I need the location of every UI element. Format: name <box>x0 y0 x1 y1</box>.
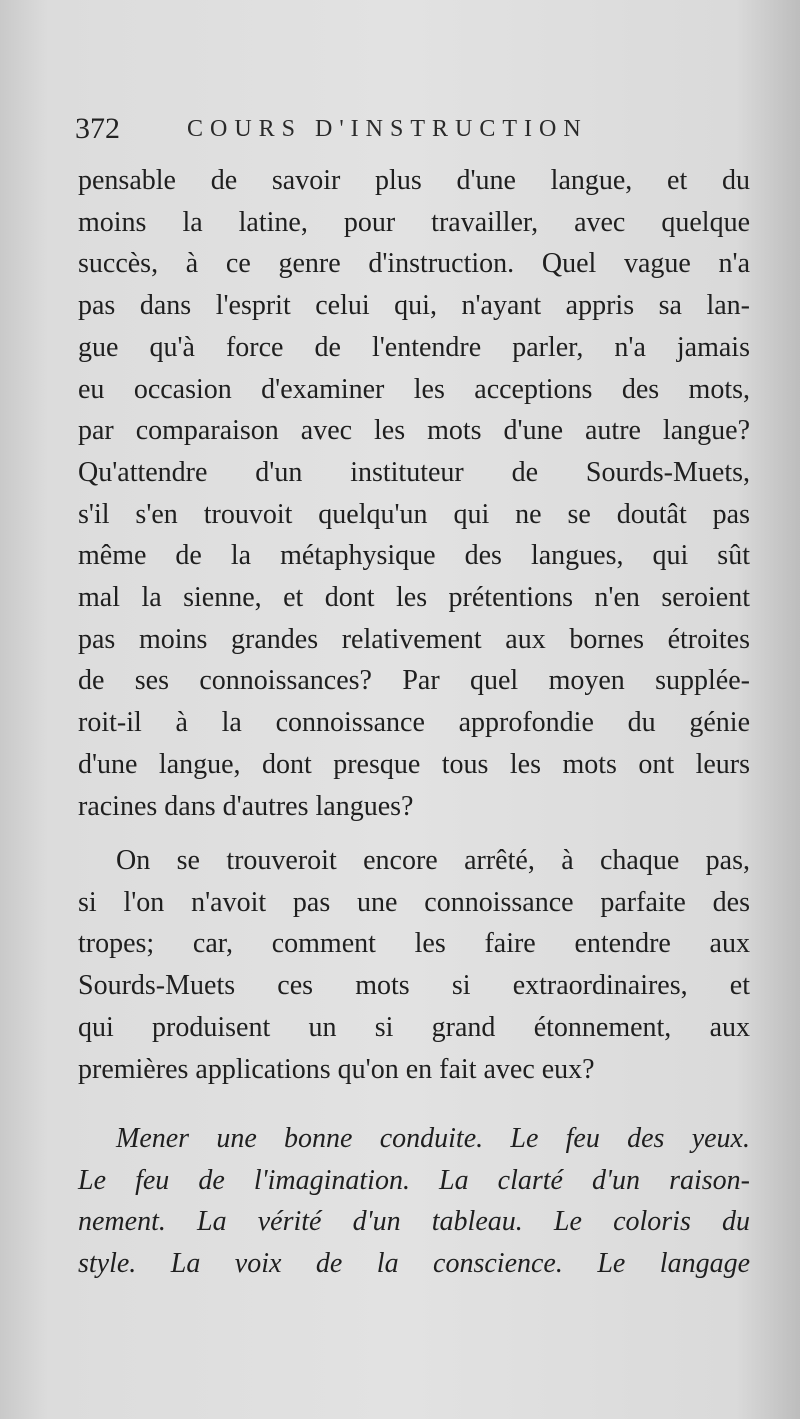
text-line: de ses connoissances? Par quel moyen supplée- <box>78 665 750 697</box>
running-title: COURS D'INSTRUCTION <box>187 116 588 142</box>
text-line: tropes; car, comment les faire entendre aux <box>78 928 750 960</box>
text-line: succès, à ce genre d'instruction. Quel vague n'a <box>78 248 750 280</box>
text-line: Mener une bonne conduite. Le feu des yeux. <box>116 1123 750 1154</box>
text-line: pas dans l'esprit celui qui, n'ayant appris sa lan- <box>78 290 750 322</box>
text-line: qui produisent un si grand étonnement, aux <box>78 1011 750 1043</box>
text-line: d'une langue, dont presque tous les mots ont leurs <box>78 748 750 780</box>
paragraph-3-italic <box>78 1118 750 1285</box>
paragraph-2 <box>78 840 750 1090</box>
text-line: s'il s'en trouvoit quelqu'un qui ne se doutât pas <box>78 498 750 530</box>
text-line: Le feu de l'imagination. La clarté d'un raison- <box>78 1164 750 1196</box>
page-number: 372 <box>75 112 120 145</box>
text-line: eu occasion d'examiner les acceptions des mots, <box>78 373 750 405</box>
text-line: gue qu'à force de l'entendre parler, n'a jamais <box>78 331 750 363</box>
text-line: nement. La vérité d'un tableau. Le coloris du <box>78 1206 750 1238</box>
text-line: mal la sienne, et dont les prétentions n'en seroient <box>78 582 750 614</box>
text-line: racines dans d'autres langues? <box>78 790 414 822</box>
text-line: si l'on n'avoit pas une connoissance parfaite des <box>78 886 750 918</box>
text-line: moins la latine, pour travailler, avec quelque <box>78 206 750 238</box>
text-line: pensable de savoir plus d'une langue, et du <box>78 165 750 196</box>
text-line: roit-il à la connoissance approfondie du génie <box>78 707 750 739</box>
text-line: même de la métaphysique des langues, qui sût <box>78 540 750 572</box>
paragraph-1 <box>78 160 750 827</box>
text-line: On se trouveroit encore arrêté, à chaque pas, <box>116 845 750 876</box>
text-line: pas moins grandes relativement aux bornes étroites <box>78 623 750 655</box>
text-line: par comparaison avec les mots d'une autre langue? <box>78 415 750 447</box>
page-header <box>75 112 755 146</box>
text-line: style. La voix de la conscience. Le langage <box>78 1248 750 1280</box>
text-line: Qu'attendre d'un instituteur de Sourds-Muets, <box>78 456 750 488</box>
text-line: premières applications qu'on en fait avec eux? <box>78 1053 595 1085</box>
text-line: Sourds-Muets ces mots si extraordinaires, et <box>78 970 750 1002</box>
